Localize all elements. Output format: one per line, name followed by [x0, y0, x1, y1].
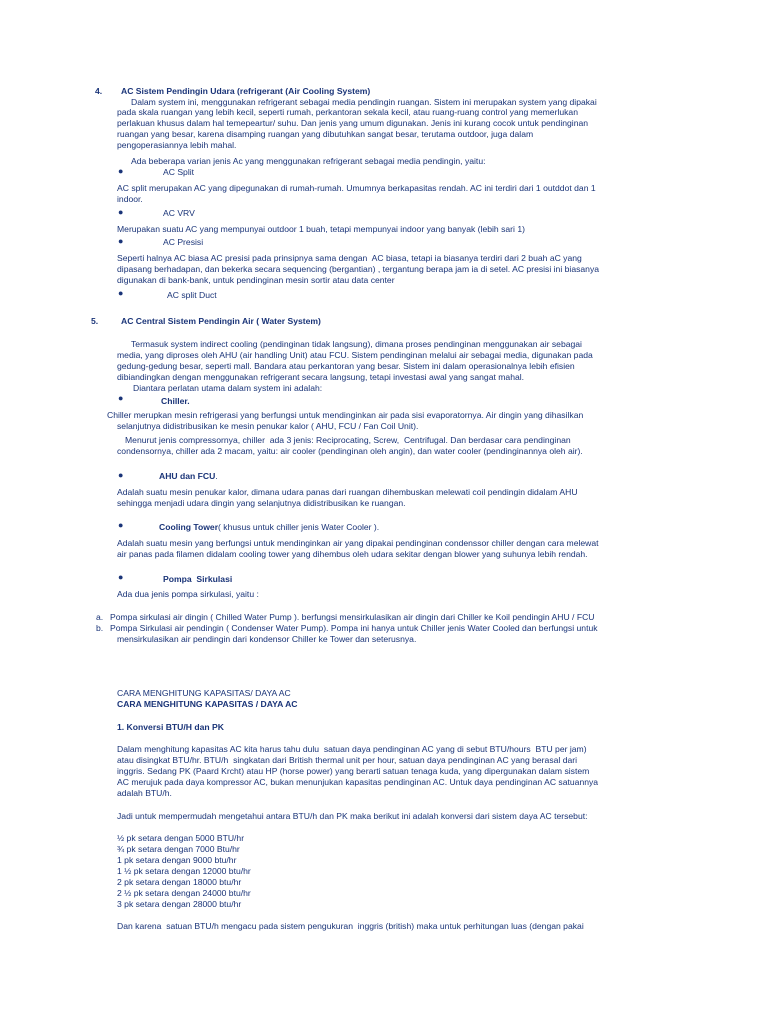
- ahu-fcu-desc: sehingga menjadi udara dingin yang selanjutnya didistribusikan ke ruangan.: [117, 498, 406, 508]
- ac-presisi-desc: digunakan di bank-bank, untuk pendinginan mesin sortir atau data center: [117, 275, 395, 285]
- ac-split-desc: indoor.: [117, 194, 143, 204]
- bullet-icon: ●: [118, 166, 124, 176]
- ac-vrv-label: AC VRV: [163, 208, 195, 218]
- pompa-a-text: Pompa sirkulasi air dingin ( Chilled Water Pump ). berfungsi mensirkulasikan air dingin dari Chiller ke Koil pendingin AHU / FCU: [110, 612, 595, 622]
- cooling-tower-label: Cooling Tower: [159, 522, 219, 532]
- cara-para-line: Dalam menghitung kapasitas AC kita harus tahu dulu satuan daya pendinginan AC yang di sebut BTU/hours BTU per jam): [117, 744, 587, 754]
- bullet-icon: ●: [118, 207, 124, 217]
- conversion-item: 1 ½ pk setara dengan 12000 btu/hr: [117, 866, 251, 876]
- bullet-icon: ●: [118, 520, 124, 530]
- ac-split-desc: AC split merupakan AC yang dipegunakan di rumah-rumah. Umumnya berkapasitas rendah. AC ini terdiri dari 1 outddot dan 1: [117, 183, 596, 193]
- ahu-fcu-dot: .: [215, 471, 218, 481]
- cooling-tower-desc: air panas pada filamen didalam cooling tower yang dihembus oleh udara sekitar dengan blower yang suhunya lebih rendah.: [117, 549, 588, 559]
- bullet-icon: ●: [118, 236, 124, 246]
- conversion-item: 3 pk setara dengan 28000 btu/hr: [117, 899, 242, 909]
- cara-para-line: atau disingkat BTU/hr. BTU/h singkatan dari British thermal unit per hour, satuan daya pendinginan AC yang berasal dari: [117, 755, 578, 765]
- cooling-tower-note: ( khusus untuk chiller jenis Water Cooler ).: [218, 522, 380, 532]
- conversion-item: ¾ pk setara dengan 7000 Btu/hr: [117, 844, 240, 854]
- section-4-title: AC Sistem Pendingin Udara (refrigerant (Air Cooling System): [121, 86, 371, 96]
- bullet-icon: ●: [118, 470, 124, 480]
- ahu-fcu-label: AHU dan FCU: [159, 471, 216, 481]
- cooling-tower-heading: [159, 522, 379, 533]
- cooling-tower-desc: Adalah suatu mesin yang berfungsi untuk mendinginkan air yang dipakai pendinginan condenssor chiller dengan cara melewat: [117, 538, 599, 548]
- ac-split-duct-label: AC split Duct: [167, 290, 217, 300]
- cara-para-line: inggris. Sedang PK (Paard Krcht) atau HP (horse power) yang berarti satuan tenaga kuda, yang dipergunakan dalam sistem: [117, 766, 590, 776]
- pompa-intro: Ada dua jenis pompa sirkulasi, yaitu :: [117, 589, 259, 599]
- ac-presisi-desc: dipasang berhadapan, dan bekerka secara sequencing (bergantian) , tergantung berapa jam ia di setel. AC presisi ini biasanya: [117, 264, 600, 274]
- pompa-b-text: Pompa Sirkulasi air pendingin ( Condenser Water Pump). Pompa ini hanya untuk Chiller jenis Water Cooled dan berfungsi untuk: [110, 623, 598, 633]
- section-4-para-line: perlakuan khusus dalam hal temepeartur/ suhu. Dan jenis yang umum digunakan. Jenis ini kurang cocok untuk pendinginan: [117, 118, 589, 128]
- section-5-number: 5.: [91, 316, 99, 326]
- section-5-para-line: media, yang diproses oleh AHU (air handling Unit) atau FCU. Sistem pendinginan melalui air sebagai media, digunakan pada: [117, 350, 593, 360]
- bullet-icon: ●: [118, 288, 124, 298]
- chiller-label: Chiller.: [161, 396, 190, 406]
- pompa-b-text: mensirkulasikan air pendingin dari kondensor Chiller ke Tower dan seterusnya.: [117, 634, 417, 644]
- section-4-number: 4.: [95, 86, 103, 96]
- section-4-para-line: ruangan yang besar, karena disamping ruangan yang dibutuhkan sangat besar, terutama outdoor, juga dalam: [117, 129, 534, 139]
- ac-presisi-desc: Seperti halnya AC biasa AC presisi pada prinsipnya sama dengan AC biasa, tetapi ia biasanya terdiri dari 2 buah aC yang: [117, 253, 582, 263]
- section-4-intro: Ada beberapa varian jenis Ac yang menggunakan refrigerant sebagai media pendingin, yaitu:: [131, 156, 486, 166]
- conversion-item: 1 pk setara dengan 9000 btu/hr: [117, 855, 237, 865]
- chiller-types: condensornya, chiller ada 2 macam, yaitu: air cooler (pendinginan oleh angin), dan water cooler (pendinginannya oleh air).: [117, 446, 583, 456]
- pompa-b-marker: b.: [96, 623, 104, 633]
- section-5-title: AC Central Sistem Pendingin Air ( Water System): [121, 316, 321, 326]
- conversion-item: ½ pk setara dengan 5000 BTU/hr: [117, 833, 245, 843]
- pompa-sirkulasi-label: Pompa Sirkulasi: [163, 574, 233, 584]
- ahu-fcu-heading: [159, 471, 218, 482]
- chiller-desc: selanjutnya didistribusikan ke mesin penukar kalor ( AHU, FCU / Fan Coil Unit).: [117, 421, 419, 431]
- cara-heading-plain: CARA MENGHITUNG KAPASITAS/ DAYA AC: [117, 688, 291, 698]
- section-5-para-line: gedung-gedung besar, seperti mall. Bandara atau perkantoran yang besar. Sistem ini dalam operasionalnya lebih efisien: [117, 361, 575, 371]
- chiller-desc: Chiller merupkan mesin refrigerasi yang berfungsi untuk mendinginkan air pada sisi evaporatornya. Air dingin yang dihasilkan: [107, 410, 584, 420]
- conversion-item: 2 ½ pk setara dengan 24000 btu/hr: [117, 888, 251, 898]
- bullet-icon: ●: [118, 572, 124, 582]
- conversion-item: 2 pk setara dengan 18000 btu/hr: [117, 877, 242, 887]
- ahu-fcu-desc: Adalah suatu mesin penukar kalor, dimana udara panas dari ruangan dihembuskan melewati coil pendingin didalam AHU: [117, 487, 578, 497]
- conversion-intro: Jadi untuk mempermudah mengetahui antara BTU/h dan PK maka berikut ini adalah konversi dari sistem daya AC tersebut:: [117, 811, 588, 821]
- pompa-a-marker: a.: [96, 612, 104, 622]
- section-5-intro: Diantara perlatan utama dalam system ini adalah:: [133, 383, 323, 393]
- ac-presisi-label: AC Presisi: [163, 237, 204, 247]
- section-4-para-line: pada skala ruangan yang lebih kecil, seperti rumah, perkantoran sekala kecil, atau ruang-ruang control yang memerlukan: [117, 107, 578, 117]
- section-4-para-line: pengoperasiannya lebih mahal.: [117, 140, 237, 150]
- ac-vrv-desc: Merupakan suatu AC yang mempunyai outdoor 1 buah, tetapi mempunyai indoor yang banyak (lebih sari 1): [117, 224, 525, 234]
- section-5-para-line: Termasuk system indirect cooling (pendinginan tidak langsung), dimana proses pendinginan menggunakan air sebagai: [131, 339, 582, 349]
- cara-heading-bold: CARA MENGHITUNG KAPASITAS / DAYA AC: [117, 699, 298, 709]
- bullet-icon: ●: [118, 393, 124, 403]
- cara-para-line: adalah BTU/h.: [117, 788, 172, 798]
- ac-split-label: AC Split: [163, 167, 195, 177]
- chiller-types: Menurut jenis compressornya, chiller ada 3 jenis: Reciprocating, Screw, Centrifugal. Dan berdasar cara pendinginan: [125, 435, 571, 445]
- section-4-para-line: Dalam system ini, menggunakan refrigerant sebagai media pendingin ruangan. Sistem ini merupakan system yang dipakai: [131, 97, 597, 107]
- section-5-para-line: dibiandingkan dengan menggunakan refrigerant secara langsung, tetapi investasi awal yang sangat mahal.: [117, 372, 525, 382]
- konversi-subheading: 1. Konversi BTU/H dan PK: [117, 722, 224, 732]
- cara-para-line: AC merujuk pada daya kompressor AC, bukan menunjukan kapasitas pendinginan AC. Untuk daya pendinginan AC satuannya: [117, 777, 599, 787]
- cara-last-line: Dan karena satuan BTU/h mengacu pada sistem pengukuran inggris (british) maka untuk perhitungan luas (dengan pakai: [117, 921, 584, 931]
